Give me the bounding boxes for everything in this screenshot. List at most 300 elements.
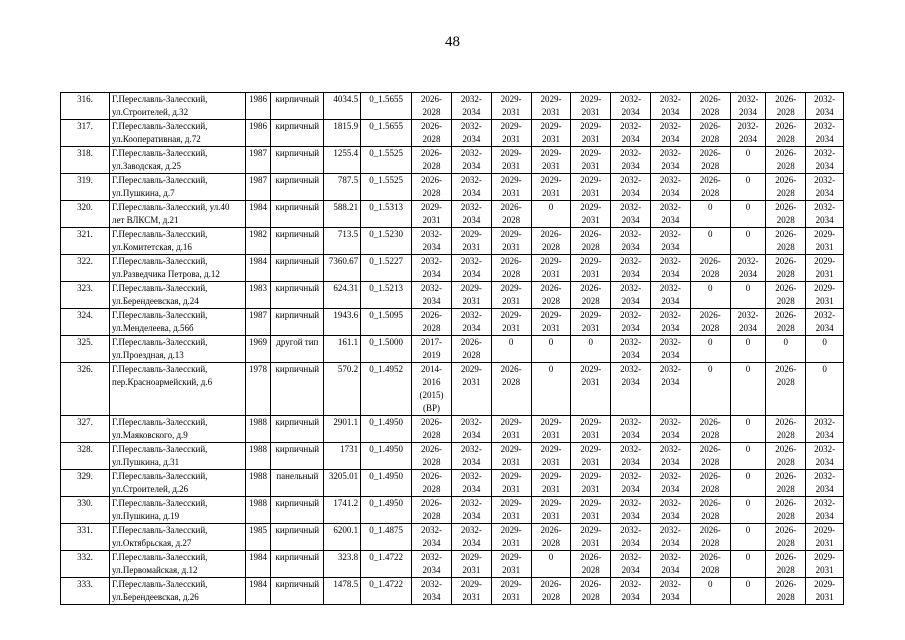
period-cell: 2029-2031: [491, 416, 531, 443]
period-cell: 2026-2028: [690, 524, 730, 551]
period-cell: 2032-2034: [730, 120, 766, 147]
index-cell: 0_1.5525: [361, 147, 412, 174]
index-cell: 0_1.5655: [361, 93, 412, 120]
index-cell: 0_1.5213: [361, 282, 412, 309]
address-cell: Г.Переславль-Залесский, ул.Строителей, д.32: [110, 93, 246, 120]
index-cell: 0_1.4950: [361, 416, 412, 443]
period-cell: 2026-2028: [766, 93, 806, 120]
period-cell: 2032-2034: [451, 120, 491, 147]
period-cell: 2026-2028: [690, 93, 730, 120]
period-cell: 2026-2028: [571, 578, 611, 605]
period-cell: 2032-2034: [611, 470, 651, 497]
row-number-cell: 330.: [61, 497, 110, 524]
area-cell: 1255.4: [324, 147, 361, 174]
period-cell: 2026-2028: [766, 524, 806, 551]
period-cell: 2026-2028: [491, 201, 531, 228]
period-cell: 2032-2034: [611, 309, 651, 336]
period-cell: 0: [531, 363, 571, 416]
period-cell: 2026-2028: [412, 470, 452, 497]
period-cell: 2029-2031: [571, 443, 611, 470]
period-cell: 2029-2031: [531, 443, 571, 470]
period-cell: 2017-2019: [412, 336, 452, 363]
build-year-cell: 1987: [245, 309, 271, 336]
period-cell: 2026-2028: [412, 443, 452, 470]
period-cell: 2032-2034: [611, 524, 651, 551]
area-cell: 1731: [324, 443, 361, 470]
period-cell: 2029-2031: [531, 93, 571, 120]
period-cell: 2029-2031: [491, 470, 531, 497]
period-cell: 2026-2028: [690, 416, 730, 443]
period-cell: 0: [730, 174, 766, 201]
period-cell: 2029-2031: [451, 228, 491, 255]
period-cell: 2029-2031: [491, 120, 531, 147]
period-cell: 0: [690, 578, 730, 605]
index-cell: 0_1.4952: [361, 363, 412, 416]
period-cell: 2026-2028: [531, 228, 571, 255]
period-cell: 2032-2034: [451, 497, 491, 524]
period-cell: 2032-2034: [451, 443, 491, 470]
period-cell: 2032-2034: [611, 497, 651, 524]
area-cell: 6200.1: [324, 524, 361, 551]
period-cell: 2026-2028: [766, 228, 806, 255]
period-cell: 2029-2031: [491, 497, 531, 524]
period-cell: 2032-2034: [611, 551, 651, 578]
build-year-cell: 1984: [245, 578, 271, 605]
wall-material-cell: другой тип: [271, 336, 324, 363]
period-cell: 2029-2031: [806, 524, 844, 551]
period-cell: 2029-2031: [571, 363, 611, 416]
address-cell: Г.Переславль-Залесский, ул.Берендеевская, д.26: [110, 578, 246, 605]
table-row: [61, 416, 844, 443]
period-cell: 2032-2034: [651, 578, 691, 605]
area-cell: 624.31: [324, 282, 361, 309]
period-cell: 0: [690, 228, 730, 255]
wall-material-cell: кирпичный: [271, 551, 324, 578]
table-row: [61, 228, 844, 255]
period-cell: 2026-2028: [766, 174, 806, 201]
wall-material-cell: кирпичный: [271, 93, 324, 120]
period-cell: 2029-2031: [531, 416, 571, 443]
table-row: [61, 201, 844, 228]
period-cell: 2014-2016 (2015) (ВР): [412, 363, 452, 416]
wall-material-cell: кирпичный: [271, 120, 324, 147]
period-cell: 2029-2031: [531, 309, 571, 336]
table-row: [61, 470, 844, 497]
period-cell: 2032-2034: [611, 336, 651, 363]
table-row: [61, 120, 844, 147]
address-cell: Г.Переславль-Залесский, ул.Первомайская, д.12: [110, 551, 246, 578]
row-number-cell: 326.: [61, 363, 110, 416]
period-cell: 2026-2028: [766, 470, 806, 497]
period-cell: 2032-2034: [451, 201, 491, 228]
period-cell: 2032-2034: [611, 363, 651, 416]
row-number-cell: 316.: [61, 93, 110, 120]
build-year-cell: 1986: [245, 93, 271, 120]
period-cell: 2029-2031: [491, 551, 531, 578]
period-cell: 2029-2031: [571, 120, 611, 147]
period-cell: 2029-2031: [531, 120, 571, 147]
period-cell: 0: [531, 551, 571, 578]
period-cell: 2032-2034: [806, 497, 844, 524]
period-cell: 2032-2034: [451, 524, 491, 551]
period-cell: 2029-2031: [571, 174, 611, 201]
table-row: [61, 282, 844, 309]
period-cell: 0: [730, 336, 766, 363]
period-cell: 2032-2034: [611, 120, 651, 147]
table-row: [61, 336, 844, 363]
period-cell: 2026-2028: [766, 201, 806, 228]
period-cell: 2029-2031: [531, 255, 571, 282]
period-cell: 2029-2031: [451, 578, 491, 605]
table-row: [61, 174, 844, 201]
period-cell: 2032-2034: [451, 93, 491, 120]
wall-material-cell: кирпичный: [271, 228, 324, 255]
period-cell: 2026-2028: [571, 228, 611, 255]
index-cell: 0_1.5655: [361, 120, 412, 147]
period-cell: 2026-2028: [690, 174, 730, 201]
period-cell: 2032-2034: [651, 443, 691, 470]
period-cell: 2032-2034: [412, 228, 452, 255]
build-year-cell: 1987: [245, 174, 271, 201]
period-cell: 2032-2034: [611, 255, 651, 282]
index-cell: 0_1.5095: [361, 309, 412, 336]
period-cell: 2026-2028: [690, 497, 730, 524]
housing-repair-schedule-table: [60, 92, 844, 605]
wall-material-cell: кирпичный: [271, 147, 324, 174]
area-cell: 3205.01: [324, 470, 361, 497]
wall-material-cell: кирпичный: [271, 201, 324, 228]
period-cell: 2026-2028: [690, 551, 730, 578]
period-cell: 2032-2034: [412, 578, 452, 605]
period-cell: 2026-2028: [491, 363, 531, 416]
period-cell: 2029-2031: [531, 497, 571, 524]
period-cell: 0: [730, 416, 766, 443]
index-cell: 0_1.4722: [361, 578, 412, 605]
row-number-cell: 327.: [61, 416, 110, 443]
period-cell: 2029-2031: [571, 255, 611, 282]
period-cell: 2032-2034: [806, 416, 844, 443]
period-cell: 2032-2034: [611, 578, 651, 605]
index-cell: 0_1.5525: [361, 174, 412, 201]
address-cell: Г.Переславль-Залесский, ул.Заводская, д.25: [110, 147, 246, 174]
period-cell: 2029-2031: [806, 228, 844, 255]
period-cell: 2032-2034: [651, 336, 691, 363]
row-number-cell: 322.: [61, 255, 110, 282]
period-cell: 0: [806, 363, 844, 416]
period-cell: 0: [730, 147, 766, 174]
build-year-cell: 1984: [245, 201, 271, 228]
period-cell: 2026-2028: [690, 120, 730, 147]
period-cell: 2026-2028: [571, 551, 611, 578]
period-cell: 2026-2028: [766, 578, 806, 605]
wall-material-cell: кирпичный: [271, 255, 324, 282]
period-cell: 0: [730, 470, 766, 497]
period-cell: 2026-2028: [412, 497, 452, 524]
period-cell: 0: [491, 336, 531, 363]
index-cell: 0_1.5227: [361, 255, 412, 282]
period-cell: 2029-2031: [806, 282, 844, 309]
period-cell: 0: [571, 336, 611, 363]
row-number-cell: 332.: [61, 551, 110, 578]
table-row: [61, 578, 844, 605]
period-cell: 2026-2028: [766, 443, 806, 470]
period-cell: 2029-2031: [491, 93, 531, 120]
period-cell: 2026-2028: [412, 147, 452, 174]
period-cell: 2026-2028: [451, 336, 491, 363]
period-cell: 2032-2034: [451, 255, 491, 282]
period-cell: 2032-2034: [651, 551, 691, 578]
period-cell: 2032-2034: [806, 174, 844, 201]
period-cell: 2032-2034: [651, 363, 691, 416]
period-cell: 2029-2031: [531, 470, 571, 497]
period-cell: 0: [730, 282, 766, 309]
build-year-cell: 1969: [245, 336, 271, 363]
period-cell: 0: [531, 201, 571, 228]
period-cell: 0: [730, 578, 766, 605]
period-cell: 0: [766, 336, 806, 363]
build-year-cell: 1988: [245, 416, 271, 443]
area-cell: 2901.1: [324, 416, 361, 443]
period-cell: 2032-2034: [611, 174, 651, 201]
wall-material-cell: кирпичный: [271, 524, 324, 551]
build-year-cell: 1986: [245, 120, 271, 147]
index-cell: 0_1.5313: [361, 201, 412, 228]
table-row: [61, 443, 844, 470]
period-cell: 2032-2034: [806, 309, 844, 336]
address-cell: Г.Переславль-Залесский, ул.Пушкина, д.31: [110, 443, 246, 470]
period-cell: 2029-2031: [491, 309, 531, 336]
period-cell: 2032-2034: [412, 551, 452, 578]
period-cell: 2026-2028: [766, 497, 806, 524]
period-cell: 2026-2028: [766, 120, 806, 147]
period-cell: 2032-2034: [651, 309, 691, 336]
area-cell: 570.2: [324, 363, 361, 416]
address-cell: Г.Переславль-Залесский, ул.Кооперативная, д.72: [110, 120, 246, 147]
address-cell: Г.Переславль-Залесский, пер.Красноармейский, д.6: [110, 363, 246, 416]
period-cell: 2029-2031: [571, 309, 611, 336]
period-cell: 2029-2031: [571, 147, 611, 174]
period-cell: 2029-2031: [491, 443, 531, 470]
period-cell: 2032-2034: [730, 255, 766, 282]
period-cell: 2032-2034: [611, 147, 651, 174]
build-year-cell: 1987: [245, 147, 271, 174]
period-cell: 2029-2031: [491, 282, 531, 309]
address-cell: Г.Переславль-Залесский, ул.Комитетская, д.16: [110, 228, 246, 255]
address-cell: Г.Переславль-Залесский, ул.Пушкина, д.7: [110, 174, 246, 201]
period-cell: 2026-2028: [690, 147, 730, 174]
wall-material-cell: кирпичный: [271, 416, 324, 443]
row-number-cell: 320.: [61, 201, 110, 228]
row-number-cell: 328.: [61, 443, 110, 470]
build-year-cell: 1988: [245, 470, 271, 497]
area-cell: 1478.5: [324, 578, 361, 605]
address-cell: Г.Переславль-Залесский, ул.Разведчика Петрова, д.12: [110, 255, 246, 282]
period-cell: 2026-2028: [690, 470, 730, 497]
period-cell: 2032-2034: [651, 93, 691, 120]
period-cell: 0: [531, 336, 571, 363]
area-cell: 7360.67: [324, 255, 361, 282]
row-number-cell: 333.: [61, 578, 110, 605]
wall-material-cell: кирпичный: [271, 282, 324, 309]
address-cell: Г.Переславль-Залесский, ул.Менделеева, д.56б: [110, 309, 246, 336]
period-cell: 2029-2031: [491, 524, 531, 551]
period-cell: 0: [690, 363, 730, 416]
period-cell: 2032-2034: [451, 416, 491, 443]
period-cell: 2032-2034: [651, 416, 691, 443]
index-cell: 0_1.4950: [361, 497, 412, 524]
build-year-cell: 1988: [245, 443, 271, 470]
area-cell: 588.21: [324, 201, 361, 228]
area-cell: 161.1: [324, 336, 361, 363]
address-cell: Г.Переславль-Залесский, ул.Пушкина, д.19: [110, 497, 246, 524]
period-cell: 2029-2031: [806, 255, 844, 282]
address-cell: Г.Переславль-Залесский, ул.Строителей, д.26: [110, 470, 246, 497]
period-cell: 2032-2034: [651, 147, 691, 174]
period-cell: 2029-2031: [571, 470, 611, 497]
period-cell: 2029-2031: [451, 551, 491, 578]
build-year-cell: 1984: [245, 551, 271, 578]
period-cell: 0: [730, 524, 766, 551]
period-cell: 2029-2031: [491, 228, 531, 255]
row-number-cell: 331.: [61, 524, 110, 551]
period-cell: 2032-2034: [806, 470, 844, 497]
area-cell: 323.8: [324, 551, 361, 578]
address-cell: Г.Переславль-Залесский, ул.Берендеевская, д.24: [110, 282, 246, 309]
row-number-cell: 318.: [61, 147, 110, 174]
period-cell: 2026-2028: [412, 120, 452, 147]
period-cell: 2032-2034: [806, 120, 844, 147]
period-cell: 2032-2034: [730, 93, 766, 120]
period-cell: 0: [730, 201, 766, 228]
period-cell: 0: [730, 443, 766, 470]
build-year-cell: 1985: [245, 524, 271, 551]
build-year-cell: 1983: [245, 282, 271, 309]
wall-material-cell: кирпичный: [271, 309, 324, 336]
build-year-cell: 1988: [245, 497, 271, 524]
period-cell: 2026-2028: [690, 309, 730, 336]
period-cell: 0: [730, 228, 766, 255]
row-number-cell: 317.: [61, 120, 110, 147]
period-cell: 2032-2034: [611, 228, 651, 255]
period-cell: 2026-2028: [766, 416, 806, 443]
period-cell: 2026-2028: [491, 255, 531, 282]
wall-material-cell: кирпичный: [271, 497, 324, 524]
period-cell: 2032-2034: [651, 255, 691, 282]
period-cell: 2026-2028: [690, 255, 730, 282]
row-number-cell: 325.: [61, 336, 110, 363]
period-cell: 2032-2034: [651, 524, 691, 551]
period-cell: 2032-2034: [806, 201, 844, 228]
wall-material-cell: панельный: [271, 470, 324, 497]
period-cell: 2026-2028: [412, 174, 452, 201]
period-cell: 2032-2034: [451, 309, 491, 336]
period-cell: 2032-2034: [806, 443, 844, 470]
address-cell: Г.Переславль-Залесский, ул.Проездная, д.13: [110, 336, 246, 363]
period-cell: 2032-2034: [611, 416, 651, 443]
period-cell: 2029-2031: [451, 282, 491, 309]
period-cell: 2029-2031: [571, 93, 611, 120]
period-cell: 2032-2034: [412, 524, 452, 551]
period-cell: 2032-2034: [730, 309, 766, 336]
period-cell: 0: [730, 551, 766, 578]
area-cell: 1741.2: [324, 497, 361, 524]
period-cell: 2032-2034: [412, 282, 452, 309]
period-cell: 2029-2031: [571, 416, 611, 443]
table-row: [61, 363, 844, 416]
period-cell: 2032-2034: [451, 470, 491, 497]
period-cell: 2026-2028: [531, 282, 571, 309]
period-cell: 2026-2028: [412, 93, 452, 120]
period-cell: 2032-2034: [651, 228, 691, 255]
period-cell: 2032-2034: [651, 174, 691, 201]
wall-material-cell: кирпичный: [271, 578, 324, 605]
period-cell: 2029-2031: [571, 201, 611, 228]
period-cell: 0: [806, 336, 844, 363]
address-cell: Г.Переславль-Залесский, ул.Маяковского, д.9: [110, 416, 246, 443]
period-cell: 2032-2034: [412, 255, 452, 282]
build-year-cell: 1984: [245, 255, 271, 282]
wall-material-cell: кирпичный: [271, 363, 324, 416]
row-number-cell: 329.: [61, 470, 110, 497]
period-cell: 0: [690, 336, 730, 363]
period-cell: 2032-2034: [611, 443, 651, 470]
area-cell: 1943.6: [324, 309, 361, 336]
period-cell: 0: [690, 201, 730, 228]
period-cell: 2026-2028: [766, 147, 806, 174]
period-cell: 2029-2031: [491, 578, 531, 605]
period-cell: 2026-2028: [766, 282, 806, 309]
row-number-cell: 319.: [61, 174, 110, 201]
period-cell: 0: [730, 497, 766, 524]
row-number-cell: 321.: [61, 228, 110, 255]
period-cell: 0: [730, 363, 766, 416]
address-cell: Г.Переславль-Залесский, ул.Октябрьская, д.27: [110, 524, 246, 551]
build-year-cell: 1978: [245, 363, 271, 416]
period-cell: 2029-2031: [571, 524, 611, 551]
period-cell: 2029-2031: [531, 174, 571, 201]
period-cell: 2029-2031: [806, 578, 844, 605]
period-cell: 2029-2031: [531, 147, 571, 174]
period-cell: 2026-2028: [571, 282, 611, 309]
wall-material-cell: кирпичный: [271, 174, 324, 201]
period-cell: 2029-2031: [451, 363, 491, 416]
period-cell: 2026-2028: [766, 255, 806, 282]
period-cell: 2032-2034: [651, 120, 691, 147]
period-cell: 2026-2028: [766, 551, 806, 578]
period-cell: 2032-2034: [651, 201, 691, 228]
period-cell: 2032-2034: [651, 470, 691, 497]
index-cell: 0_1.5230: [361, 228, 412, 255]
address-cell: Г.Переславль-Залесский, ул.40 лет ВЛКСМ, д.21: [110, 201, 246, 228]
build-year-cell: 1982: [245, 228, 271, 255]
period-cell: 2026-2028: [766, 309, 806, 336]
index-cell: 0_1.4950: [361, 443, 412, 470]
period-cell: 2029-2031: [491, 147, 531, 174]
area-cell: 1815.9: [324, 120, 361, 147]
period-cell: 2029-2031: [806, 551, 844, 578]
period-cell: 2032-2034: [651, 282, 691, 309]
index-cell: 0_1.4722: [361, 551, 412, 578]
period-cell: 2032-2034: [611, 201, 651, 228]
period-cell: 2029-2031: [571, 497, 611, 524]
period-cell: 2032-2034: [611, 93, 651, 120]
period-cell: 2032-2034: [651, 497, 691, 524]
period-cell: 2026-2028: [531, 524, 571, 551]
period-cell: 2032-2034: [806, 147, 844, 174]
wall-material-cell: кирпичный: [271, 443, 324, 470]
table-row: [61, 551, 844, 578]
period-cell: 2026-2028: [531, 578, 571, 605]
